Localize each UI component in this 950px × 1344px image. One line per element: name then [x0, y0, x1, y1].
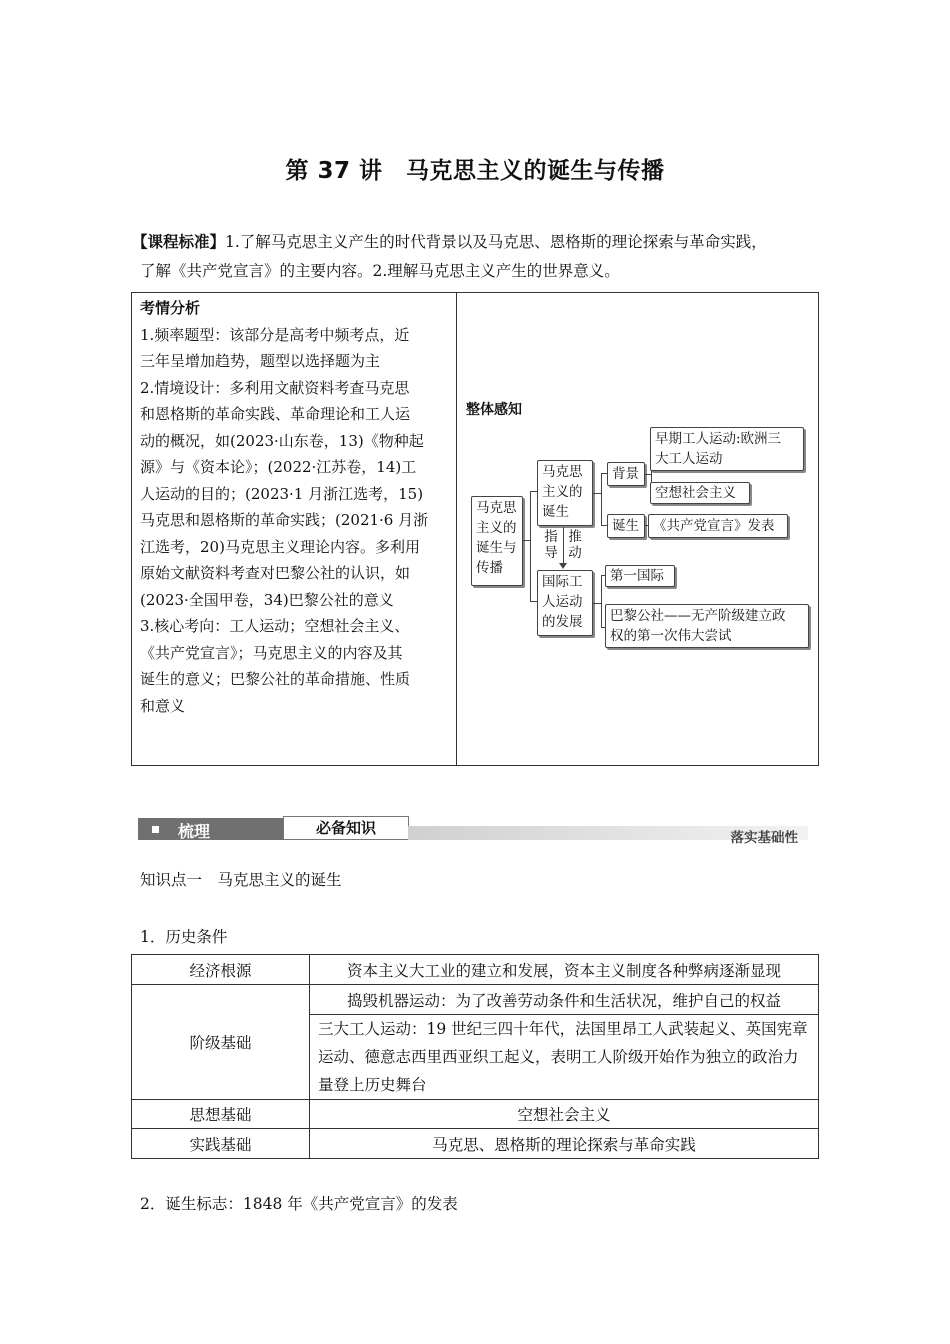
root-line: 主义的 [476, 520, 517, 536]
early-movement-line: 早期工人运动:欧洲三 [655, 431, 782, 447]
section-heading-1: 1．历史条件 [140, 928, 228, 946]
push-label [567, 529, 583, 561]
section-banner [138, 814, 808, 844]
practice-value: 马克思、恩格斯的理论探索与革命实践 [310, 1129, 819, 1159]
exam-overview-table [131, 292, 819, 766]
class-label: 阶级基础 [132, 985, 310, 1100]
paris-commune-line: 权的第一次伟大尝试 [610, 628, 732, 644]
exam-analysis-line: 原始文献资料考查对巴黎公社的认识，如 [140, 564, 411, 582]
mind-map-paris-commune [605, 604, 809, 648]
guide-label [543, 529, 559, 561]
mind-map-root [471, 496, 523, 586]
exam-analysis-line: 3.核心考向：工人运动；空想社会主义、 [140, 617, 410, 635]
connector [530, 601, 537, 602]
thought-label: 思想基础 [132, 1100, 310, 1129]
page-title: 第 37 讲 马克思主义的诞生与传播 [285, 158, 665, 184]
exam-analysis-line: 人运动的目的；(2023·1 月浙江选考，15) [140, 484, 424, 503]
arrow-line [563, 527, 564, 567]
paris-commune-line: 巴黎公社——无产阶级建立政 [610, 608, 786, 624]
arrow-down-icon [559, 563, 567, 569]
movement-line: 的发展 [542, 614, 583, 630]
exam-analysis-line: 2.情境设计：多利用文献资料考查马克思 [140, 378, 410, 397]
mind-map-early-movement [650, 427, 804, 471]
mind-map-cell [457, 293, 819, 766]
exam-analysis-heading: 考情分析 [140, 299, 201, 317]
exam-analysis-line: (2023·全国甲卷，34)巴黎公社的意义 [140, 590, 394, 609]
root-line: 传播 [476, 560, 503, 576]
exam-analysis-line: 江选考，20)马克思主义理论内容。多利用 [140, 537, 420, 556]
mind-map-born: 诞生 [607, 514, 645, 538]
exam-analysis-line: 诞生的意义；巴黎公社的革命措施、性质 [140, 670, 411, 688]
exam-analysis-line: 和恩格斯的革命实践、革命理论和工人运 [140, 405, 411, 423]
connector [530, 491, 531, 601]
exam-analysis-line: 动的概况，如(2023·山东卷，13)《物种起 [140, 431, 424, 450]
exam-analysis-line: 和意义 [140, 696, 186, 715]
exam-analysis-cell [132, 293, 457, 766]
connector [530, 491, 537, 492]
mind-map-utopian: 空想社会主义 [650, 482, 750, 504]
birth-line: 马克思 [542, 464, 583, 480]
economic-value: 资本主义大工业的建立和发展，资本主义制度各种弊病逐渐显现 [310, 955, 819, 985]
banner-dark-label: 梳理 [178, 822, 211, 841]
mind-map-heading: 整体感知 [466, 402, 522, 418]
class-value-2: 三大工人运动：19 世纪三四十年代，法国里昂工人武装起义、英国宪章运动、德意志西里西亚织工起义，表明工人阶级开始作为独立的政治力量登上历史舞台 [310, 1015, 819, 1100]
mind-map-birth [537, 460, 593, 526]
guide-char: 导 [544, 545, 558, 561]
thought-value: 空想社会主义 [310, 1100, 819, 1129]
connector [593, 603, 601, 604]
class-value-1: 捣毁机器运动：为了改善劳动条件和生活状况，维护自己的权益 [310, 985, 819, 1015]
section-heading-2: 2．诞生标志：1848 年《共产党宣言》的发表 [140, 1195, 458, 1213]
banner-white-label: 必备知识 [283, 816, 409, 840]
practice-label: 实践基础 [132, 1129, 310, 1159]
mind-map-first-international: 第一国际 [605, 565, 675, 587]
early-movement-line: 大工人运动 [655, 451, 723, 467]
course-standard-label: 【课程标准】 [132, 233, 226, 251]
birth-line: 主义的 [542, 484, 583, 500]
economic-label: 经济根源 [132, 955, 310, 985]
square-icon [152, 826, 159, 833]
exam-analysis-line: 源》与《资本论》；(2022·江苏卷，14)工 [140, 458, 417, 476]
connector [523, 540, 530, 541]
guide-char: 指 [544, 529, 558, 545]
exam-analysis-line: 三年呈增加趋势，题型以选择题为主 [140, 352, 381, 370]
root-line: 诞生与 [476, 540, 517, 556]
mind-map [457, 293, 818, 765]
movement-line: 人运动 [542, 594, 583, 610]
banner-dark [138, 818, 284, 840]
connector [593, 493, 601, 494]
push-char: 推 [568, 529, 582, 545]
mind-map-background: 背景 [607, 462, 645, 486]
push-char: 动 [568, 545, 582, 561]
banner-right-label: 落实基础性 [730, 830, 798, 846]
course-standard-line2: 了解《共产党宣言》的主要内容。2.理解马克思主义产生的世界意义。 [140, 262, 620, 280]
exam-analysis-line: 《共产党宣言》；马克思主义的内容及其 [140, 643, 403, 662]
connector [601, 473, 602, 525]
birth-line: 诞生 [542, 504, 569, 520]
knowledge-point-title: 知识点一 马克思主义的诞生 [140, 871, 342, 889]
mind-map-manifesto: 《共产党宣言》发表 [648, 514, 788, 538]
course-standard [132, 228, 822, 286]
exam-analysis-line: 1.频率题型：该部分是高考中频考点，近 [140, 325, 410, 344]
connector [601, 575, 602, 627]
mind-map-movement [537, 570, 593, 636]
exam-analysis-line: 马克思和恩格斯的革命实践；(2021·6 月浙 [140, 511, 429, 529]
historical-conditions-table [131, 954, 819, 1159]
course-standard-line1: 1.了解马克思主义产生的时代背景以及马克思、恩格斯的理论探索与革命实践， [225, 233, 767, 251]
root-line: 马克思 [476, 500, 517, 516]
movement-line: 国际工 [542, 574, 583, 590]
